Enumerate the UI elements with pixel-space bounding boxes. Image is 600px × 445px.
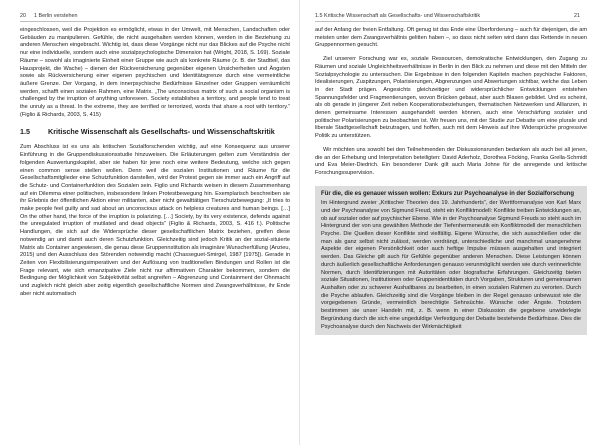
right-paragraph-1: auf der Anfang der freien Entfaltung. Oft genug ist das Ende eine Überforderung – auch für diejenigen, die am meisten unter dem Zwangsverhältnis gelitten haben –, so dass nicht selten wird dann das Rettende in neuen Gruppennormen gesucht.: [315, 27, 587, 49]
excursus-title: Für die, die es genauer wissen wollen: Exkurs zur Psychoanalyse in der Sozialforschung: [321, 190, 575, 197]
section-heading: [20, 127, 290, 136]
left-page-body: [20, 27, 290, 305]
excursus-text: Im Hintergrund zweier „Kritischer Theorien des 19. Jahrhunderts“, der Werttformanalyse von Karl Marx und der Psychoanalyse von Sigmund Freud, steht ein Konfliktmodell: Konflikte treiben Entwicklungen an, ob auf sozialer oder auf psychischer Ebene. Wie in der Psychoanalyse Sigmund Freuds so steht auch im Hintergrund der von uns gewählten Methode der Tiefenhermeneutik ein Konfliktmodell der menschlichen Psyche. Die Quellen dieser Konflikte sind vielfältig. Eigene Wünsche, die sich ausschließen oder die man als ganz selbst nicht zulässt, werden verdrängt, unterschiedliche und manchmal unangenehme Aspekte der eigenen Persönlichkeit oder auch heftige Impulse müssen ausgehalten und integriert werden. Das Gleiche gilt auch für Gefühle gegenüber anderen Menschen. Diese Leistungen können durch äußerlich gesellschaftliche Anforderungen genauso verunmöglicht werden wie durch verinnerlichte Normen, durch Identifizierungen mit Autoritäten oder biografische Erfahrungen. Gleichzeitig bieten soziale Situationen, Institutionen oder Gruppenidentitäten durch Vorgaben, Strukturen und gemeinsamen Aushalten oder zu schwerer Aushaltbares zu bearbeiten, in einen sozialen Rahmen zu verorten. Durch die Psyche ablaufen. Gleichzeitig sind die Vorgänge bleiben in der Regel genauso unbewusst wie die vorgegebenen Gründe, vermeintlich berechtigte Sehnsüchte. Wünsche oder Ängste. Trotzdem bestimmen sie unser Handeln mit, z. B. wenn in einer Diskussion die gegebene unwiderlegte Begründung durch die sich eine ungeduldige Verfestigung der Debatte bestehende Bedürfnisse. Dies die Psychoanalyse durch den Nachweis der Wirkmächtigkeit: [321, 200, 581, 330]
left-paragraph-2: Zum Abschluss ist es uns als kritischen Sozialforschenden wichtig, auf eine Konsequenz aus unserer Einführung in die Gruppendiskussionsstudie hinzuweisen. Die Erläuterungen gelten zum Verständnis der folgenden Auswertungskapitel, aber sie haben für jene noch eine weitere Bedeutung, welche sich gegen einen common sense stellen wollen. Denn weil die sozialen Institutionen und Räume für die Gesellschaftsmitglieder eine Schutzfunktion darstellen, wird der Protest gegen sie immer auch ein Angriff auf die Schutz- und Containerfunktion des Sozialen sein. Figlio und Richards weisen in diesem Zusammenhang auf ein Dilemma einer politischen, insbesondere linken Protestbewegung hin. Exemplarisch beschreiben sie ihr Erlebnis der öffentlichen Aktion einer militanten, aber nicht gewalttätigen Tierschutzbewegung: „It tries to make people feel guilty and sad about an unconscious attack on helpless creatures and human beings. […] On the other hand, the force of the irruption is polarizing. […] Society, by its very existence, defends against the unregulated irruption of mutilated and dead objects“ (Figlio & Richards, 2003, S. 416 f.). Politische Handlungen, die sich auf die Widersprüche dieser gesellschaftlichen Matrix beziehen, greifen diese notwendig an und damit auch deren Schutzfunktion. Gleichzeitig sind jedoch Kritik an der sozial-situierte Matrix als Container angewiesen, die genau diese Gruppennstitution als imaginäre Wunscherfüllung (Anzieu, 2015) und den Ausschluss des Störenden notwendig macht (Chasseguet-Smirgel, 1987 [1975]). Gerade in Zeiten von Flexibilisierungsimperativen und der Auflösung von traditionellen Bindungen und Rollen ist die Frage relevant, wie sich emanzipative Ziele nicht nur affirmativen Charakter bekommen, sondern die Bedingung der Möglichkeit von Subjektivität selbst angreifen – Abgrenzung und Containment der Ohnmacht und zugleich nicht gleich aber zeitig eigentlich gesellschaftliche Normen sind Zwangsverhältnisse, ihr Ende aber nicht automatisch: [20, 144, 290, 297]
section-title: Kritische Wissenschaft als Gesellschafts- und Wissenschaftskritik: [48, 127, 275, 137]
page-number-right: 21: [574, 13, 580, 19]
right-page-header: [315, 12, 580, 22]
excursus-box: [315, 186, 587, 336]
right-paragraph-2: Ziel unsererr Forschung war es, soziale Ressourcen, demokratische Entwicklungen, den Zugang zu Räumen und soziale Ungleichheitsverhältnisse in Berlin in den Blick zu nehmen und diese mit den Mitteln der Sozialpsychologie zu untersuchen. Die Ergebnisse in den folgenden Kapiteln machen psychische Faktoren, Idealisierungen, Zuspitzungen, Polarisierungen, Abgrenzungen und Abwertungen sichtbar, welche das Leben in der Stadt prägen. Angesichts gleichzeitiger und widersprüchlicher Entwicklungen entstehen Spannungsfelder und Fragmentierungen, wovon Brücken gebaut, aber auch Blasen gebildet. Und es scheint, als ob gerade in jüngerer Zeit neben Kooperationsbeziehungen, thematischen Netzwerken und Allianzen, in denen gemeinsame Interessen ausgehandelt werden können, auch eine Verschärfung sozialer und politischer Polarisierungen zu beobachten ist. Wir freuen uns, mit der Studie zur Debatte um eine plurale und liberale Stadtgesellschaft beizutragen, und hoffen, auch mit dem Hinweis auf ihre Widersprüche progressive Politik zu unterstützen.: [315, 56, 587, 140]
running-head-right: 1.5 Kritische Wissenschaft als Gesellschafts- und Wissenschaftskritik: [315, 13, 481, 19]
right-page: [310, 0, 600, 445]
left-paragraph-1: eingeschlossen, weil die Projektion es ermöglicht, etwas in der Umwelt, mit Menschen, Landschaften oder Gebäuden zu manipulieren. Gefühle, die nicht ausgehalten werden können, werden in die Beziehung zu anderen Menschen eingebracht. Wichtig ist, dass diese Vorgänge nicht nur das Blickes auf die Psyche nicht nur eine individuelle, sondern auch eine sozialpsychologische Dimension hat (Wright, 2018, S. 169). Soziale Räume – sowohl als imaginierte Einheit einer Gruppe wie auch als konkrete Räume (z. B. der Stadtteil, das Hausprojekt, die Wache) – dienen der Rückversicherung gegenüber eigenen Unsicherheiten und Ängsten sowie als Rückversicherung einer eigenen psychischen und Identitätsgrenze durch eine vermeintliche äußere Grenze. Der Vorgang, in dem innerpsychische Bedürfnisse Einzelner oder Gruppen verräumlicht werden, schafft einen sozialen Rahmen, eine Matrix. „The unconscious matrix of such a social organism is challenged by the irruption of anything unforeseen. Society establishes a territory, and people tend to treat the unruly as a threat. In the extreme, they are terrified or terrorized, words that share a root with territory.“ (Figlio & Richards, 2003, S. 415): [20, 27, 290, 118]
left-page: [0, 0, 290, 445]
left-page-header: [20, 12, 280, 22]
running-head-left: 1 Berlin verstehen: [34, 13, 78, 19]
page-number-left: 20: [20, 13, 26, 19]
right-paragraph-3: Wir möchten uns sowohl bei den Teilnehmenden der Diskussionsrunden bedanken als auch bei all jenen, die an der Erhebung und Interpretation beteiligten: David Aderholz, Dorothea Föcking, Franka Grella-Schmidt und Eva Meier-Diedrich. Ein besonderer Dank gilt auch Maria Johne für die anregende und kritische Forschungssupervision.: [315, 146, 587, 176]
section-number: 1.5: [20, 127, 30, 137]
right-page-body: [315, 27, 587, 335]
book-gutter: [299, 0, 300, 445]
